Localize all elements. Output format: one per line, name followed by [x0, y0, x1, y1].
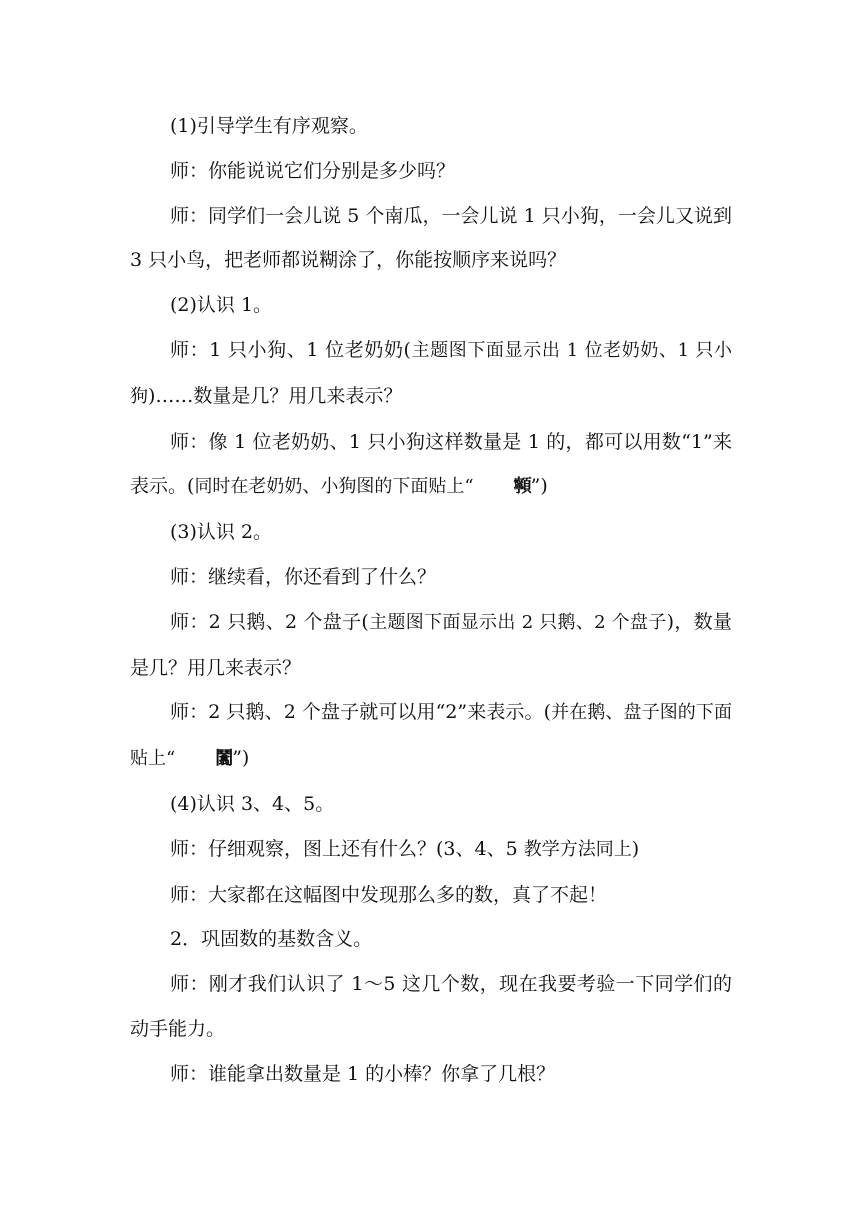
- paragraph-4: [130, 283, 732, 328]
- paragraph-text: (: [187, 475, 195, 498]
- paragraph-text: 师：你能说说它们分别是多少吗？: [170, 159, 456, 182]
- paragraph-text: 2．巩固数的基数含义。: [170, 928, 373, 951]
- paragraph-text: 师：2 只鹅、2 个盘子就可以用“2”来表示。(: [170, 701, 552, 724]
- paragraph-11: [130, 782, 732, 827]
- paragraph-text: (2)认识 1。: [170, 294, 273, 317]
- paragraph-16: [130, 1052, 732, 1097]
- number-card-glyph: 𩰙: [215, 748, 233, 770]
- teaching-note: 同时在老奶奶、小狗图的下面贴上“: [194, 476, 474, 498]
- paragraph-7: [130, 510, 732, 555]
- paragraph-14: [130, 917, 732, 962]
- paragraph-text: 师：像 1 位老奶奶、1 只小狗这样数量是 1 的，都可以用数“1”来表示。: [130, 430, 732, 498]
- paragraph-15: [130, 962, 732, 1052]
- paragraph-text: 师：刚才我们认识了 1～5 这几个数，现在我要考验一下同学们的动手能力。: [130, 973, 732, 1040]
- teaching-note: 教学方法同上: [523, 838, 632, 860]
- paragraph-text: (3)认识 2。: [170, 521, 273, 544]
- paragraph-text: 师：大家都在这幅图中发现那么多的数，真了不起！: [170, 883, 608, 906]
- teaching-note: 并在鹅、盘子图的下面贴上“: [130, 702, 733, 770]
- paragraph-6: [130, 420, 732, 511]
- paragraph-text: 师：2 只鹅、2 个盘子(: [170, 610, 369, 633]
- paragraph-text: ): [631, 837, 640, 860]
- paragraph-8: [130, 555, 732, 600]
- paragraph-text: 师：仔细观察，图上还有什么？(3、4、5: [170, 837, 524, 860]
- paragraph-text: )，数量是几？用几来表示？: [130, 610, 732, 679]
- paragraph-text: 师：同学们一会儿说 5 个南瓜，一会儿说 1 只小狗，一会儿又说到 3 只小鸟，把老师都说糊涂了，你能按顺序来说吗？: [130, 204, 732, 272]
- paragraph-13: [130, 873, 732, 918]
- number-card-glyph: 𩕳: [513, 476, 531, 498]
- paragraph-5: [130, 328, 732, 420]
- paragraph-text: 师：谁能拿出数量是 1 的小棒？你拿了几根？: [170, 1062, 556, 1085]
- paragraph-text: 师：1 只小狗、1 位老奶奶(: [170, 338, 411, 361]
- paragraph-text: ”): [232, 747, 250, 770]
- paragraph-2: [130, 149, 732, 194]
- paragraph-text: ”): [530, 475, 548, 498]
- paragraph-text: (4)认识 3、4、5。: [170, 792, 335, 815]
- document-page: [130, 104, 732, 1097]
- paragraph-12: [130, 827, 732, 873]
- paragraph-text: 师：继续看，你还看到了什么？: [170, 565, 437, 588]
- paragraph-text: (1)引导学生有序观察。: [170, 115, 368, 137]
- teaching-note: 主题图下面显示出 1 位老奶奶、1 只小狗: [130, 339, 733, 407]
- paragraph-9: [130, 600, 732, 691]
- teaching-note: 主题图下面显示出 2 只鹅、2 个盘子: [368, 611, 667, 633]
- paragraph-10: [130, 690, 732, 782]
- paragraph-text: )……数量是几？用几来表示？: [148, 384, 403, 407]
- paragraph-1: [130, 104, 732, 149]
- paragraph-3: [130, 194, 732, 284]
